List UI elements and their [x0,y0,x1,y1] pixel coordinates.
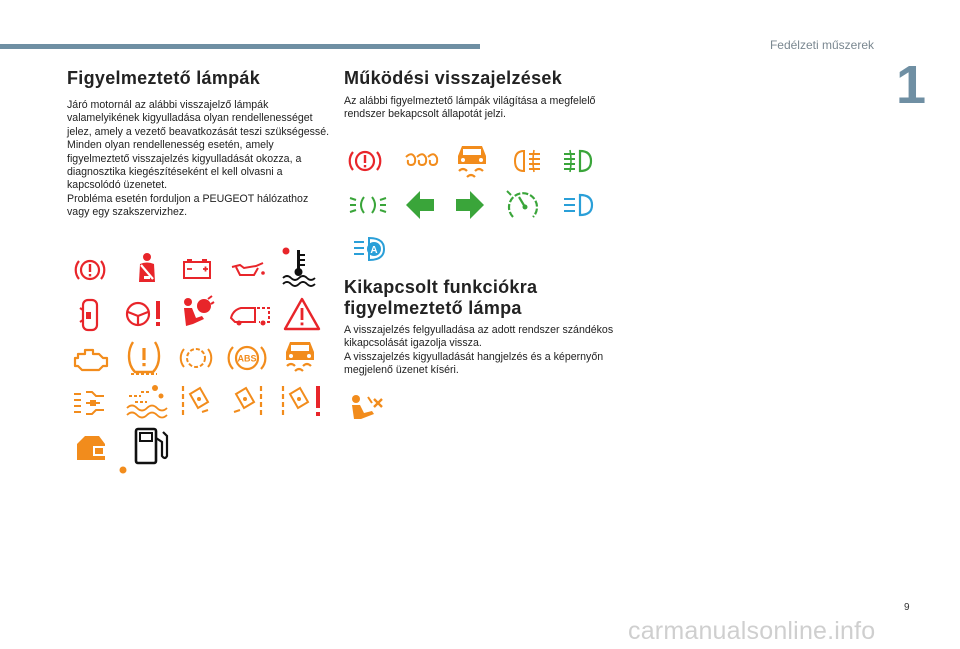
svg-text:ABS: ABS [237,353,257,364]
functional-indicators-title: Működési visszajelzések [344,68,563,88]
passenger-airbag-off-icon [348,393,388,421]
dipped-beam-icon [562,193,594,217]
oil-pressure-icon [230,259,266,279]
parking-brake-icon [348,147,382,175]
turn-right-icon [454,189,486,221]
stability-control-icon [283,338,317,374]
fuel-level-icon [132,426,170,466]
front-fog-icon [562,148,594,174]
chapter-number: 1 [896,55,927,115]
lane-departure-right-icon [230,384,264,420]
abs-icon [228,342,266,374]
functional-indicators-text: Az alábbi figyelmeztető lámpák világítása a megfelelő rendszer bekapcsolt állapotát jelzi. [344,95,596,121]
auto-main-beam-icon [352,236,386,262]
low-level-dot-icon [119,466,127,474]
coolant-temperature-icon [280,247,320,287]
steering-warning-icon [124,298,166,330]
brake-warning-icon [74,256,106,284]
lane-departure-icon [180,384,210,420]
warning-lamps-title: Figyelmeztető lámpák [67,68,261,88]
disabled-function-title: Kikapcsolt funkciókra figyelmeztető lámpa [344,277,538,318]
watermark: carmanualsonline.info [628,617,876,645]
sidelights-icon [348,194,388,216]
trailer-icon [229,304,271,328]
svg-text:A: A [370,245,378,256]
lane-departure-fault-icon [280,384,324,420]
glow-plug-icon [72,388,108,418]
brake-pads-icon [180,344,212,372]
paragraph: A visszajelzés felgyulladása az adott rendszer szándékos kikapcsolását igazolja vissza. [344,324,614,350]
paragraph: Járó motornál az alábbi visszajelző lámpák valamelyikének kigyulladása olyan rendellenességet jelez, amely a vezető beavatkozását teszi szükségessé. [67,99,330,138]
section-title: Fedélzeti műszerek [769,38,874,52]
engine-check-icon [73,346,109,372]
paragraph: Minden olyan rendellenesség esetén, amely figyelmeztető visszajelzés kigyulladását okozza, a diagnosztika kiegészítéseként el kell olvasni a kapcsolódó üzenetet. [67,139,302,192]
turn-left-icon [404,189,436,221]
child-lock-icon [75,430,111,466]
battery-icon [182,258,212,280]
disabled-function-text [344,324,614,378]
paragraph: Probléma esetén forduljon a PEUGEOT hálózathoz vagy egy szakszervizhez. [67,192,309,219]
seatbelt-icon [133,252,161,286]
preheating-icon [404,153,438,169]
stability-active-icon [454,142,490,180]
header-accent-bar [0,44,480,49]
page-number: 9 [904,602,910,613]
warning-triangle-icon [283,297,321,331]
door-open-icon [78,298,102,332]
airbag-icon [178,296,214,332]
particle-filter-icon [125,384,167,418]
warning-lamps-text [67,99,332,220]
paragraph: A visszajelzés kigyulladását hangjelzés és a képernyőn megjelenő üzenet kíséri. [344,350,604,377]
cruise-control-icon [505,187,541,221]
tyre-pressure-icon [127,340,161,376]
rear-fog-icon [512,148,542,174]
